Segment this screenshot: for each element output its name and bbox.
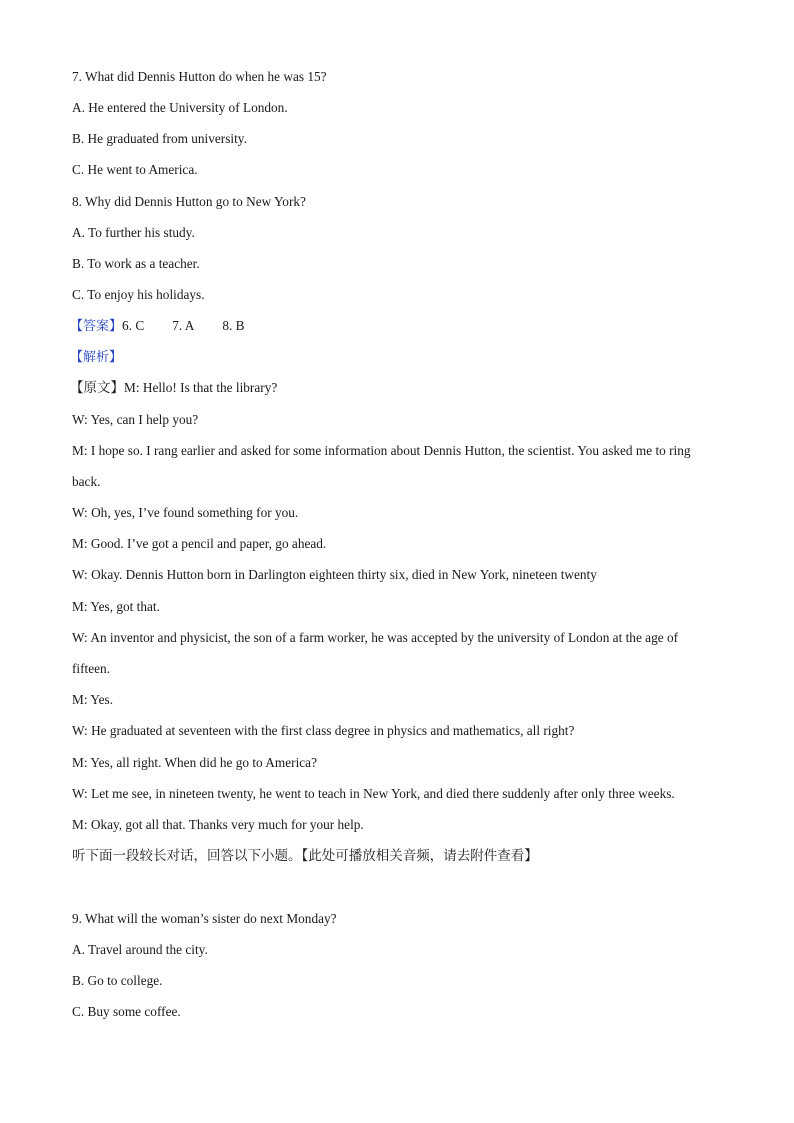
- question-8: 8. Why did Dennis Hutton go to New York?: [72, 194, 306, 209]
- transcript-line: M: Okay, got all that. Thanks very much for your help.: [72, 817, 364, 832]
- transcript-text: M: Hello! Is that the library?: [124, 380, 278, 395]
- question-8-option-c: C. To enjoy his holidays.: [72, 287, 205, 302]
- transcript-line: W: An inventor and physicist, the son of a farm worker, he was accepted by the university of London at the age of: [72, 630, 679, 645]
- answer-item: 8. B: [222, 318, 245, 333]
- question-7-option-b: B. He graduated from university.: [72, 131, 247, 146]
- transcript-line: [70, 380, 724, 396]
- transcript-line: back.: [72, 474, 101, 489]
- question-9-option-a: A. Travel around the city.: [72, 942, 208, 957]
- transcript-line: fifteen.: [72, 661, 111, 676]
- question-9-option-b: B. Go to college.: [72, 973, 163, 988]
- question-7: 7. What did Dennis Hutton do when he was 15?: [72, 69, 327, 84]
- transcript-label: 【原文】: [70, 380, 124, 396]
- transcript-line: W: He graduated at seventeen with the first class degree in physics and mathematics, all right?: [72, 723, 575, 738]
- transcript-line: W: Let me see, in nineteen twenty, he went to teach in New York, and died there suddenly after only three weeks.: [72, 786, 675, 801]
- analysis-label: 【解析】: [70, 350, 123, 365]
- question-9-option-c: C. Buy some coffee.: [72, 1004, 181, 1019]
- analysis-heading: [70, 349, 724, 366]
- question-7-option-a: A. He entered the University of London.: [72, 100, 288, 115]
- transcript-line: W: Yes, can I help you?: [72, 412, 199, 427]
- question-7-option-c: C. He went to America.: [72, 162, 198, 177]
- answer-label: 【答案】: [70, 319, 123, 334]
- question-9: 9. What will the woman’s sister do next Monday?: [72, 911, 337, 926]
- question-8-option-a: A. To further his study.: [72, 225, 195, 240]
- transcript-line: M: Yes, got that.: [72, 599, 160, 614]
- transcript-line: M: Yes.: [72, 692, 114, 707]
- answer-line: [70, 318, 724, 335]
- answer-item: 7. A: [172, 318, 195, 333]
- transcript-line: M: I hope so. I rang earlier and asked for some information about Dennis Hutton, the scientist. You asked me to ring: [72, 443, 691, 458]
- transcript-line: W: Okay. Dennis Hutton born in Darlington eighteen thirty six, died in New York, nineteen twenty: [72, 567, 597, 582]
- transcript-line: W: Oh, yes, I’ve found something for you.: [72, 505, 299, 520]
- listening-instruction: 听下面一段较长对话，回答以下小题。【此处可播放相关音频，请去附件查看】: [72, 848, 538, 864]
- question-8-option-b: B. To work as a teacher.: [72, 256, 200, 271]
- transcript-line: M: Yes, all right. When did he go to America?: [72, 755, 317, 770]
- transcript-line: M: Good. I’ve got a pencil and paper, go ahead.: [72, 536, 327, 551]
- answer-item: 6. C: [122, 318, 145, 333]
